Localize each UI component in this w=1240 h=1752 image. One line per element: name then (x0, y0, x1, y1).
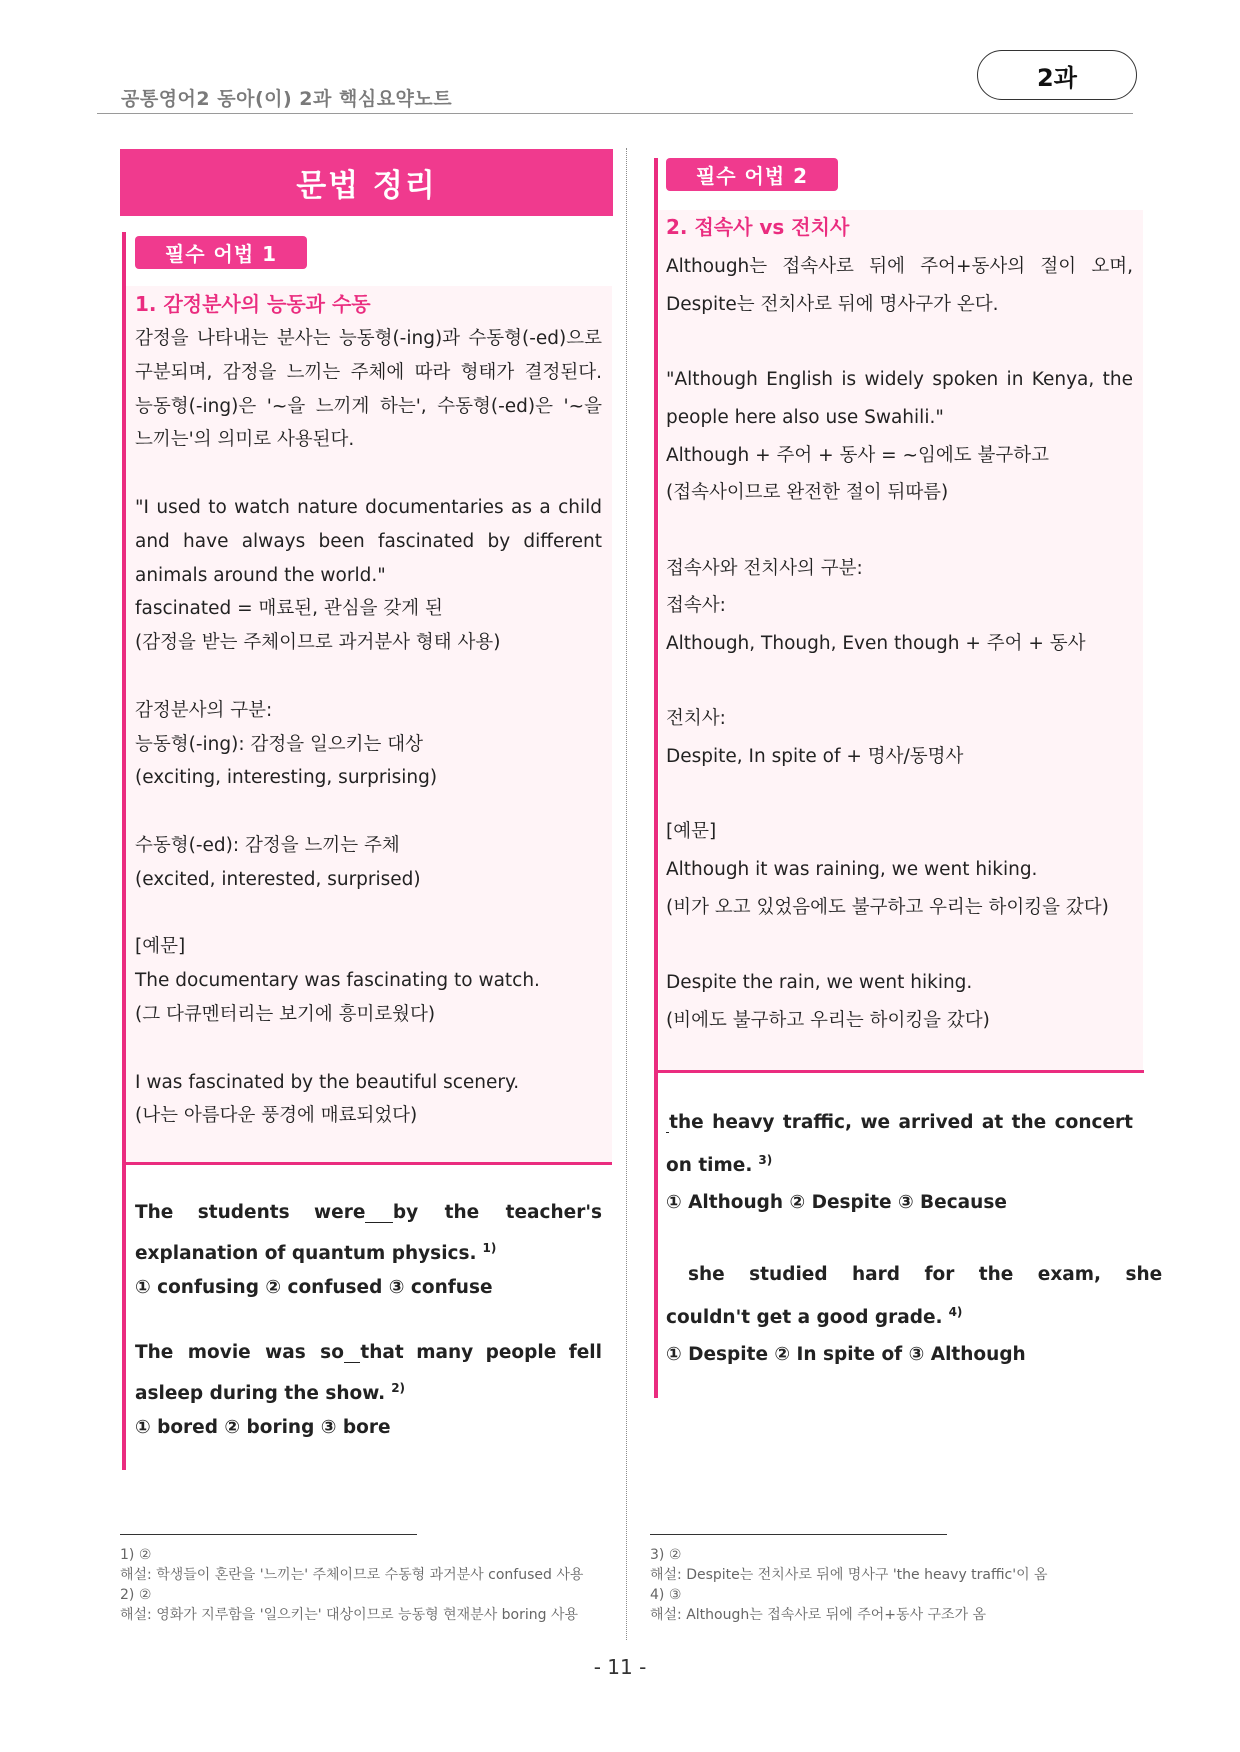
question-2-after: that many people fell (360, 1342, 602, 1363)
grammar-pill-2: 필수 어법 2 (666, 158, 838, 191)
text-line: animals around the world." (135, 564, 386, 586)
document-header-title: 공통영어2 동아(이) 2과 핵심요약노트 (121, 88, 453, 110)
page-number: - 11 - (593, 1655, 647, 1679)
footnote-ref: 3) (758, 1152, 773, 1167)
text-line: 구분되며, 감정을 느끼는 주체에 따라 형태가 결정된다. (135, 361, 602, 383)
text-line: Although는 접속사로 뒤에 주어+동사의 절이 오며, (666, 256, 1133, 277)
text-line: "I used to watch nature documentaries as a child (135, 496, 602, 518)
text-line: (excited, interested, surprised) (135, 868, 421, 890)
header-divider (97, 113, 1133, 114)
text-line: 접속사와 전치사의 구분: (666, 557, 863, 579)
answer-blank (344, 1344, 361, 1363)
text-line: fascinated = 매료된, 관심을 갖게 된 (135, 598, 443, 620)
footnote-ref: 2) (391, 1380, 406, 1395)
question-4 (666, 1256, 1163, 1374)
question-1-line2: explanation of quantum physics. (135, 1242, 477, 1264)
question-1-options: ① confusing ② confused ③ confuse (135, 1277, 493, 1298)
grammar-box-1-bar (122, 232, 126, 1470)
text-line: [예문] (666, 821, 717, 843)
text-line: 전치사: (666, 708, 726, 730)
column-divider (626, 148, 627, 1640)
text-line: (비가 오고 있었음에도 불구하고 우리는 하이킹을 갔다) (666, 896, 1109, 918)
text-line: Despite는 전치사로 뒤에 명사구가 온다. (666, 293, 999, 315)
footnote-line: 1) ② (120, 1547, 152, 1563)
text-line: 감정을 나타내는 분사는 능동형(-ing)과 수동형(-ed)으로 (135, 328, 602, 349)
footnote-rule-left (120, 1534, 417, 1535)
footnote-line: 2) ② (120, 1587, 152, 1603)
footnote-line: 3) ② (650, 1547, 682, 1563)
footnote-line: 4) ③ (650, 1587, 682, 1603)
question-1-after: by the teacher's (392, 1202, 602, 1223)
grammar-heading-2: 2. 접속사 vs 전치사 (666, 215, 850, 239)
text-line: 느끼는'의 의미로 사용된다. (135, 429, 355, 451)
text-line: (접속사이므로 완전한 절이 뒤따름) (666, 482, 949, 504)
grammar-body-2 (666, 248, 1133, 1040)
grammar-box-1-rule (126, 1162, 612, 1165)
text-line: (감정을 받는 주체이므로 과거분사 형태 사용) (135, 632, 501, 654)
text-line: 감정분사의 구분: (135, 699, 273, 721)
text-line: The documentary was fascinating to watch. (135, 970, 540, 992)
footnote-rule-right (650, 1534, 947, 1535)
section-title: 문법 정리 (120, 149, 613, 216)
text-line: 수동형(-ed): 감정을 느끼는 주체 (135, 834, 400, 856)
grammar-box-2-rule (658, 1070, 1144, 1073)
grammar-body-1 (135, 322, 602, 1133)
text-line: Despite the rain, we went hiking. (666, 972, 973, 994)
footnote-line: 해설: 학생들이 혼란을 '느끼는' 주체이므로 수동형 과거분사 confused 사용 (120, 1567, 584, 1583)
text-line: (exciting, interesting, surprising) (135, 767, 438, 789)
text-line: and have always been fascinated by different (135, 530, 602, 552)
footnote-line: 해설: 영화가 지루함을 '일으키는' 대상이므로 능동형 현재분사 boring 사용 (120, 1607, 579, 1623)
footnote-ref: 1) (482, 1240, 497, 1255)
text-line: Although it was raining, we went hiking. (666, 859, 1038, 881)
grammar-pill-1: 필수 어법 1 (135, 236, 307, 269)
question-4-after: she studied hard for the exam, she (688, 1264, 1163, 1285)
text-line: I was fascinated by the beautiful scenery. (135, 1071, 520, 1093)
question-4-options: ① Despite ② In spite of ③ Although (666, 1344, 1026, 1366)
text-line: "Although English is widely spoken in Kenya, the (666, 369, 1133, 391)
question-2-options: ① bored ② boring ③ bore (135, 1417, 391, 1438)
text-line: Despite, In spite of + 명사/동명사 (666, 746, 964, 768)
text-line: [예문] (135, 936, 186, 958)
question-1 (135, 1196, 602, 1306)
footnote-line: 해설: Although는 접속사로 뒤에 주어+동사 구조가 옴 (650, 1607, 987, 1623)
answer-blank (365, 1204, 393, 1223)
footnote-line: 해설: Despite는 전치사로 뒤에 명사구 'the heavy traffic'이 옴 (650, 1567, 1048, 1583)
text-line: 능동형(-ing)은 '~을 느끼게 하는', 수동형(-ed)은 '~을 (135, 395, 602, 417)
question-4-line2: couldn't get a good grade. (666, 1306, 943, 1328)
question-3-options: ① Although ② Despite ③ Because (666, 1192, 1007, 1214)
text-line: 능동형(-ing): 감정을 일으키는 대상 (135, 733, 424, 755)
text-line: 접속사: (666, 595, 726, 617)
text-line: people here also use Swahili." (666, 406, 944, 428)
lesson-badge: 2과 (977, 50, 1137, 100)
grammar-box-2-bar (654, 158, 658, 1398)
question-1-before: The students were (135, 1202, 366, 1223)
text-line: Although + 주어 + 동사 = ~임에도 불구하고 (666, 444, 1050, 466)
text-line: (나는 아름다운 풍경에 매료되었다) (135, 1105, 418, 1127)
footnotes-right (650, 1545, 1048, 1625)
question-2-before: The movie was so (135, 1342, 344, 1363)
footnotes-left (120, 1545, 583, 1625)
grammar-heading-1: 1. 감정분사의 능동과 수동 (135, 292, 371, 316)
footnote-ref: 4) (948, 1304, 963, 1319)
text-line: Although, Though, Even though + 주어 + 동사 (666, 633, 1086, 654)
question-2-line2: asleep during the show. (135, 1382, 386, 1404)
question-3-after: the heavy traffic, we arrived at the concert (669, 1112, 1133, 1133)
question-3 (666, 1104, 1133, 1222)
text-line: (비에도 불구하고 우리는 하이킹을 갔다) (666, 1009, 990, 1031)
question-3-line2: on time. (666, 1154, 753, 1176)
question-2 (135, 1336, 602, 1446)
text-line: (그 다큐멘터리는 보기에 흥미로웠다) (135, 1003, 436, 1025)
